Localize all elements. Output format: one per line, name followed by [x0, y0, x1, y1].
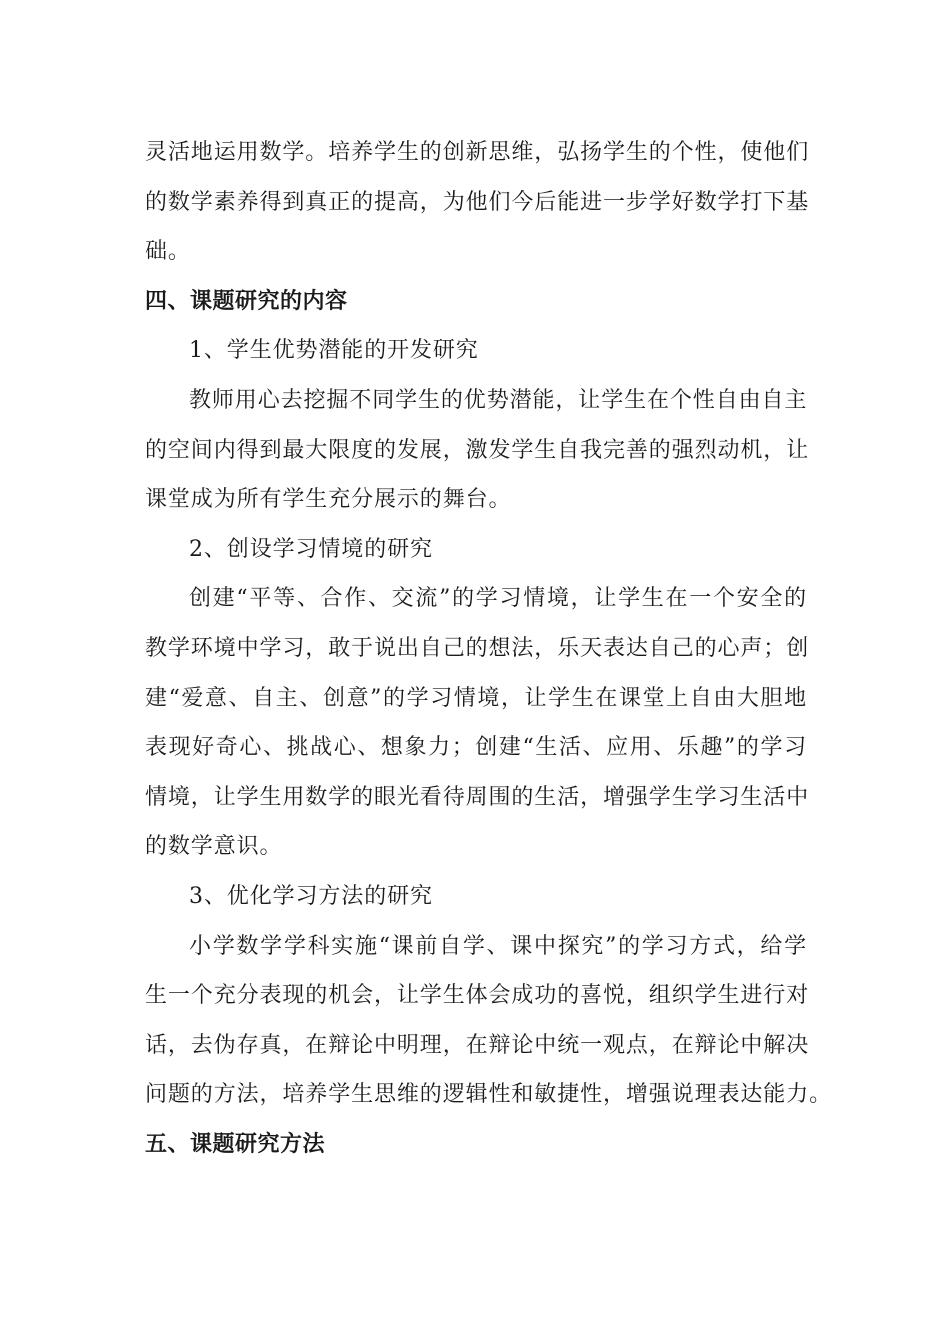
paragraph-line: 话，去伪存真，在辩论中明理，在辩论中统一观点，在辩论中解决 [145, 1032, 810, 1058]
paragraph-line: 教学环境中学习，敢于说出自己的想法，乐天表达自己的心声；创 [145, 635, 810, 661]
paragraph-line: 建“爱意、自主、创意”的学习情境，让学生在课堂上自由大胆地 [145, 685, 807, 711]
paragraph-line: 创建“平等、合作、交流”的学习情境，让学生在一个安全的 [189, 586, 807, 612]
section-heading-4: 四、课题研究的内容 [145, 288, 348, 314]
intro-line: 础。 [145, 239, 191, 265]
paragraph-line: 情境，让学生用数学的眼光看待周围的生活，增强学生学习生活中 [145, 784, 810, 810]
intro-line: 的数学素养得到真正的提高，为他们今后能进一步学好数学打下基 [145, 189, 810, 215]
paragraph-line: 生一个充分表现的机会，让学生体会成功的喜悦，组织学生进行对 [145, 983, 810, 1009]
paragraph-line: 教师用心去挖掘不同学生的优势潜能，让学生在个性自由自主 [189, 387, 808, 413]
document-page [145, 128, 833, 1169]
section-heading-5: 五、课题研究方法 [145, 1131, 326, 1157]
subheading-2: 2、创设学习情境的研究 [189, 536, 433, 562]
paragraph-line: 小学数学学科实施“课前自学、课中探究”的学习方式，给学 [189, 933, 807, 959]
paragraph-line: 的空间内得到最大限度的发展，激发学生自我完善的强烈动机，让 [145, 437, 810, 463]
subheading-1: 1、学生优势潜能的开发研究 [189, 338, 479, 364]
subheading-3: 3、优化学习方法的研究 [189, 883, 433, 909]
intro-line: 灵活地运用数学。培养学生的创新思维，弘扬学生的个性，使他们 [145, 140, 810, 165]
paragraph-line: 的数学意识。 [145, 834, 283, 860]
paragraph-line: 表现好奇心、挑战心、想象力；创建“生活、应用、乐趣”的学习 [145, 735, 807, 761]
paragraph-line: 问题的方法，培养学生思维的逻辑性和敏捷性，增强说理表达能力。 [145, 1082, 833, 1108]
paragraph-line: 课堂成为所有学生充分展示的舞台。 [145, 487, 512, 513]
